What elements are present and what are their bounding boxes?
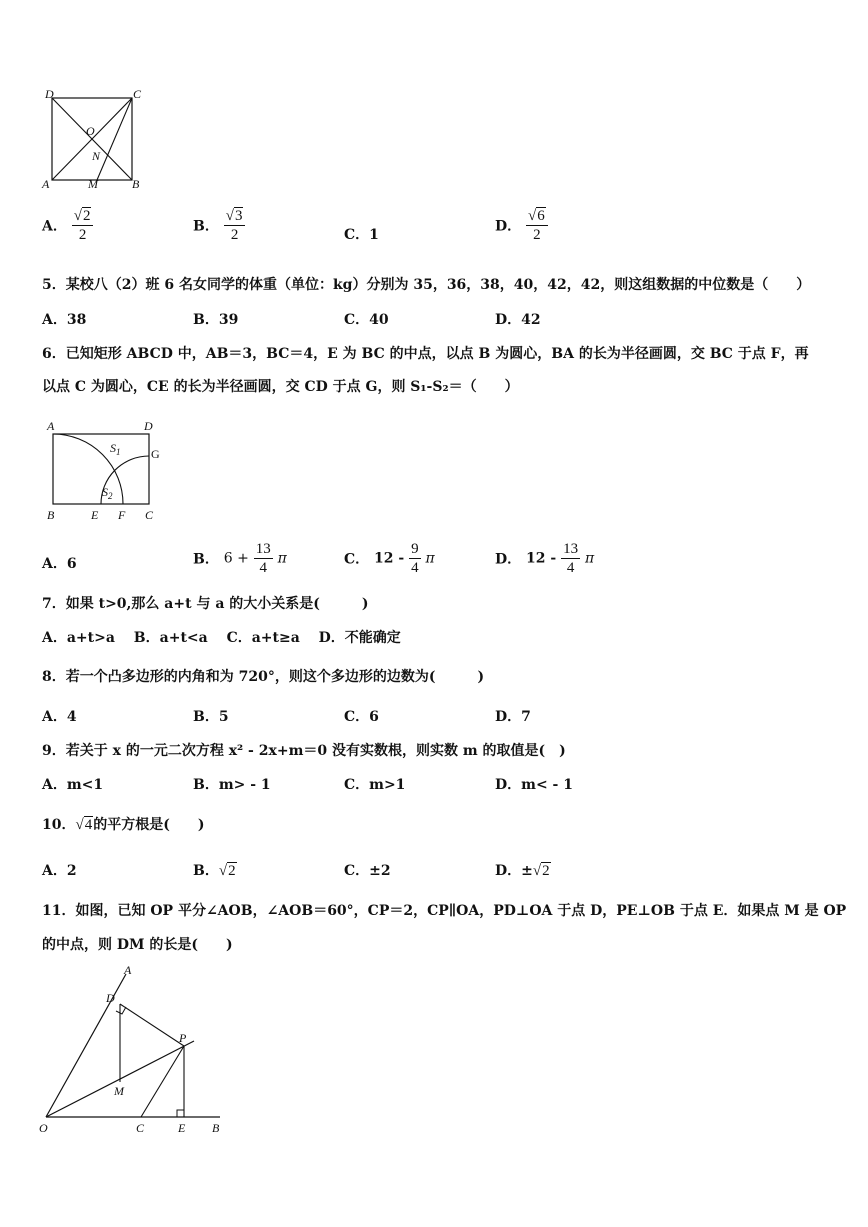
label-d: D	[106, 991, 115, 1005]
q5-option-c: C．40	[344, 312, 389, 328]
q6-option-b: B． 6 + $\frac{13}{4}$ π	[193, 541, 287, 576]
segment-cm	[97, 98, 132, 180]
q10-text: 10．√4的平方根是( )	[42, 817, 205, 833]
q11-text-line1: 11．如图，已知 OP 平分∠AOB，∠AOB＝60°，CP＝2，CP∥OA，PD⊥OA 于点 D，PE⊥OB 于点 E．如果点 M 是 OP	[42, 903, 847, 919]
q8-text: 8．若一个凸多边形的内角和为 720°，则这个多边形的边数为( )	[42, 669, 485, 685]
q4-option-c: C．1	[344, 227, 379, 243]
segment-pd	[120, 1004, 184, 1046]
q6-option-d: D． 12 - $\frac{13}{4}$ π	[495, 541, 595, 576]
q11-text-line2: 的中点，则 DM 的长是( )	[42, 937, 233, 953]
label-o: O	[86, 124, 95, 138]
q5-text: 5．某校八（2）班 6 名女同学的体重（单位：kg）分别为 35，36，38，40，42，42，则这组数据的中位数是（ ）	[42, 277, 811, 293]
label-g: G	[151, 447, 160, 461]
q7-options: A．a+t>a B．a+t<a C．a+t≥a D．不能确定	[42, 630, 401, 646]
q9-option-c: C．m>1	[344, 777, 406, 793]
label-n: N	[92, 149, 101, 163]
q6-option-a: A．6	[42, 556, 77, 572]
label-o: O	[39, 1121, 48, 1135]
q10-option-b: B．√2	[193, 863, 236, 879]
label-m: M	[114, 1084, 124, 1098]
rectangle-outline	[53, 434, 149, 504]
label-b: B	[132, 177, 140, 191]
q8-option-d: D．7	[495, 709, 531, 725]
q8-option-c: C．6	[344, 709, 379, 725]
right-angle-e	[177, 1110, 184, 1117]
q10-option-a: A．2	[42, 863, 77, 879]
q9-option-a: A．m<1	[42, 777, 104, 793]
q9-option-d: D．m< - 1	[495, 777, 573, 793]
label-s2: $S_2$	[102, 485, 113, 501]
angle-bisector-figure	[36, 962, 236, 1142]
label-s1: $S_1$	[110, 441, 121, 457]
q5-option-d: D．42	[495, 312, 541, 328]
square-figure	[40, 88, 150, 193]
label-f: F	[118, 508, 126, 522]
q6-option-c: C． 12 - $\frac{9}{4}$ π	[344, 541, 435, 576]
label-p: P	[179, 1031, 187, 1045]
label-e: E	[178, 1121, 186, 1135]
rectangle-arcs-figure	[40, 415, 170, 525]
label-e: E	[91, 508, 99, 522]
q6-text-line2: 以点 C 为圆心，CE 的长为半径画圆，交 CD 于点 G，则 S₁-S₂＝（ ）	[42, 379, 519, 395]
q7-text: 7．如果 t>0,那么 a+t 与 a 的大小关系是( )	[42, 596, 369, 612]
q8-option-a: A．4	[42, 709, 77, 725]
q4-option-d: D． $\frac{√6}{2}$	[495, 207, 548, 244]
label-b: B	[47, 508, 55, 522]
label-d: D	[45, 87, 54, 101]
label-c: C	[136, 1121, 145, 1135]
q5-option-a: A．38	[42, 312, 87, 328]
q6-text-line1: 6．已知矩形 ABCD 中，AB＝3，BC＝4，E 为 BC 的中点，以点 B 为圆心，BA 的长为半径画圆，交 BC 于点 F，再	[42, 346, 809, 362]
label-d: D	[144, 419, 153, 433]
label-b: B	[212, 1121, 220, 1135]
q10-option-c: C．±2	[344, 863, 391, 879]
label-a: A	[42, 177, 50, 191]
label-a: A	[124, 963, 132, 977]
q10-option-d: D．±√2	[495, 863, 550, 879]
q4-option-b: B． $\frac{√3}{2}$	[193, 207, 245, 244]
q5-option-b: B．39	[193, 312, 239, 328]
label-c: C	[145, 508, 154, 522]
label-m: M	[88, 177, 98, 191]
label-a: A	[47, 419, 55, 433]
q9-option-b: B．m> - 1	[193, 777, 271, 793]
right-angle-d	[116, 1007, 126, 1014]
label-c: C	[133, 87, 142, 101]
q8-option-b: B．5	[193, 709, 229, 725]
q9-text: 9．若关于 x 的一元二次方程 x² - 2x+m＝0 没有实数根，则实数 m 的取值是( )	[42, 743, 566, 759]
q4-option-a: A． $\frac{√2}{2}$	[42, 207, 93, 244]
